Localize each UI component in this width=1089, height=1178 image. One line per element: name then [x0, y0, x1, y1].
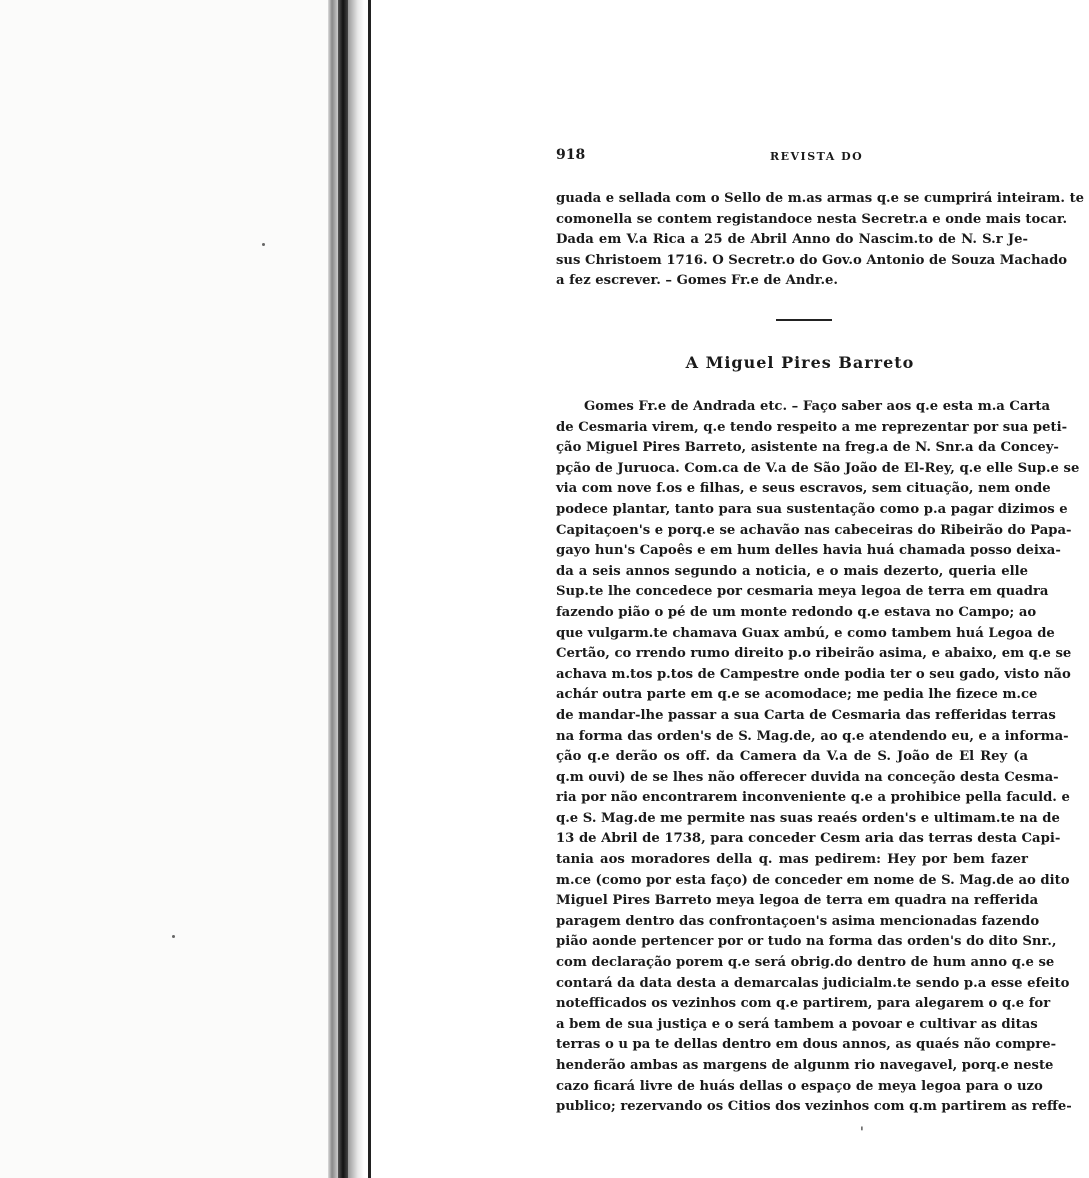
text-line: de mandar-lhe passar a sua Carta de Cesmaria das refferidas terras [556, 707, 1056, 723]
text-line: Certão, co rrendo rumo direito p.o ribeirão asima, e abaixo, em q.e se [556, 646, 1072, 662]
text-line: fazendo pião o pé de um monte redondo q.e estava no Campo; ao [556, 604, 1037, 620]
text-line: de Cesmaria virem, q.e tendo respeito a me reprezentar por sua peti- [556, 419, 1068, 435]
book-spine [338, 0, 348, 1178]
text-line: sus Christoem 1716. O Secretr.o do Gov.o Antonio de Souza Machado [556, 252, 1068, 268]
book-gutter-highlight [348, 0, 364, 1178]
text-line: pião aonde pertencer por or tudo na forma das orden's do dito Snr., [556, 934, 1057, 950]
book-gutter-line [368, 0, 371, 1178]
text-line: guada e sellada com o Sello de m.as armas q.e se cumprirá inteiram. te [556, 191, 1085, 206]
text-line: pção de Juruoca. Com.ca de V.a de São João de El-Rey, q.e elle Sup.e se [556, 460, 1080, 476]
text-line: achár outra parte em q.e se acomodace; me pedia lhe fizece m.ce [556, 687, 1038, 703]
text-line: da a seis annos segundo a noticia, e o mais dezerto, queria elle [556, 563, 1028, 579]
book-gutter-shadow [328, 0, 338, 1178]
text-line: terras o u pa te dellas dentro em dous annos, as quaés não compre- [556, 1037, 1057, 1053]
text-line: Dada em V.a Rica a 25 de Abril Anno do Nascim.to de N. S.r Je- [556, 232, 1028, 248]
paragraph-1 [556, 189, 1085, 292]
text-line: que vulgarm.te chamava Guax ambú, e como tambem huá Legoa de [556, 625, 1055, 641]
text-line: ção q.e derão os off. da Camera da V.a de S. João de El Rey (a [556, 749, 1028, 765]
text-line: com declaração porem q.e será obrig.do dentro de hum anno q.e se [556, 955, 1055, 971]
running-head: REVISTA DO [770, 150, 864, 163]
text-line: Miguel Pires Barreto meya legoa de terra em quadra na refferida [556, 893, 1039, 909]
text-line: ria por não encontrarem inconveniente q.e a prohibice pella faculd. e [556, 790, 1070, 806]
text-line: gayo hun's Capoês e em hum delles havia huá chamada posso deixa- [556, 543, 1061, 559]
text-line: achava m.tos p.tos de Campestre onde podia ter o seu gado, visto não [556, 666, 1071, 682]
section-divider [776, 319, 832, 321]
text-line: comonella se contem registandoce nesta Secretr.a e onde mais tocar. [556, 211, 1068, 227]
text-line: henderão ambas as margens de algunm rio navegavel, porq.e neste [556, 1058, 1054, 1073]
text-line: paragem dentro das confrontaçoen's asima mencionadas fazendo [556, 913, 1040, 929]
text-line: 13 de Abril de 1738, para conceder Cesm aria das terras desta Capi- [556, 831, 1061, 847]
text-line: Capitaçoen's e porq.e se achavão nas cabeceiras do Ribeirão do Papa- [556, 522, 1072, 538]
page-number: 918 [556, 147, 586, 163]
text-line: ção Miguel Pires Barreto, asistente na freg.a de N. Snr.a da Concey- [556, 440, 1059, 456]
bottom-mark: ' [860, 1125, 864, 1141]
text-line: publico; rezervando os Citios dos vezinhos com q.m partirem as reffe- [556, 1099, 1072, 1115]
speck [172, 935, 175, 938]
text-line: Sup.te lhe concedece por cesmaria meya legoa de terra em quadra [556, 584, 1049, 600]
text-line: a bem de sua justiça e o será tambem a povoar e cultivar as ditas [556, 1016, 1038, 1032]
text-line: q.m ouvi) de se lhes não offerecer duvida na conceção desta Cesma- [556, 769, 1059, 785]
section-title: A Miguel Pires Barreto [685, 353, 915, 372]
text-line: q.e S. Mag.de me permite nas suas reaés orden's e ultimam.te na de [556, 810, 1060, 826]
text-line: cazo ficará livre de huás dellas o espaço de meya legoa para o uzo [556, 1078, 1043, 1094]
paragraph-2 [556, 397, 1080, 1118]
text-line: a fez escrever. – Gomes Fr.e de Andr.e. [556, 273, 839, 289]
speck [262, 243, 265, 246]
text-line: via com nove f.os e filhas, e seus escravos, sem cituação, nem onde [556, 481, 1051, 497]
text-line: m.ce (como por esta faço) de conceder em nome de S. Mag.de ao dito [556, 872, 1070, 888]
text-line: tania aos moradores della q. mas pedirem: Hey por bem fazer [556, 852, 1028, 868]
text-line: contará da data desta a demarcalas judicialm.te sendo p.a esse efeito [556, 975, 1070, 991]
text-line: notefficados os vezinhos com q.e partirem, para alegarem o q.e for [556, 996, 1051, 1012]
text-line: na forma das orden's de S. Mag.de, ao q.e atendendo eu, e a informa- [556, 728, 1069, 744]
text-page [540, 135, 1085, 1141]
text-line: podece plantar, tanto para sua sustentação como p.a pagar dizimos e [556, 501, 1068, 517]
page-header [540, 135, 1040, 165]
text-line: Gomes Fr.e de Andrada etc. – Faço saber aos q.e esta m.a Carta [584, 399, 1051, 414]
left-facing-page [0, 0, 328, 1178]
